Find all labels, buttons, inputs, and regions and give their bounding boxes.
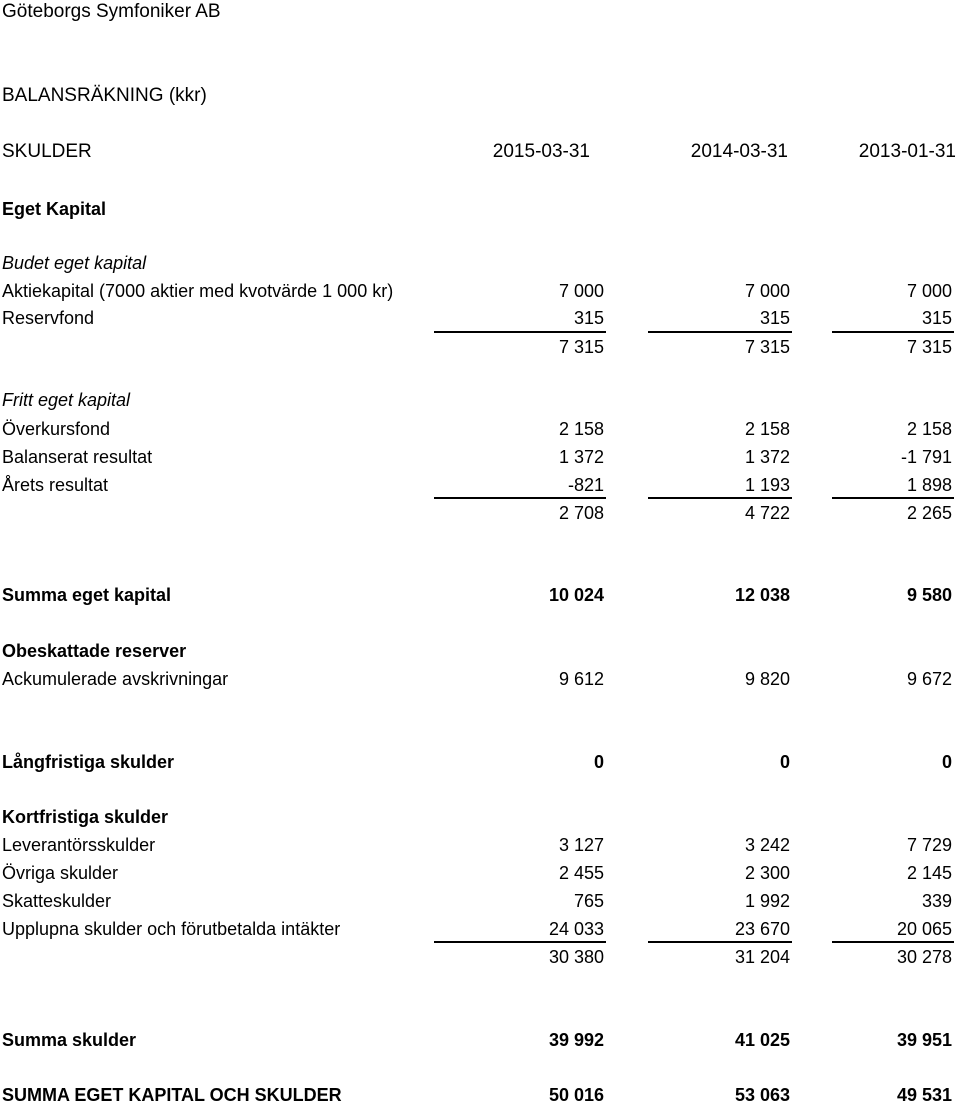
subtotal-row: 30 380 31 204 30 278 <box>548 947 952 967</box>
section-heading: SKULDER <box>2 141 92 162</box>
subheading-budet-eget-kapital: Budet eget kapital <box>2 253 147 273</box>
table-row: Överkursfond 2 158 2 158 2 158 <box>2 419 952 439</box>
table-row: Balanserat resultat 1 372 1 372 -1 791 <box>2 447 952 467</box>
subtotal-row: 2 708 4 722 2 265 <box>558 503 952 523</box>
table-row: Reservfond 315 315 315 <box>2 308 952 328</box>
subtotal-rule <box>648 497 792 499</box>
section-heading-eget-kapital: Eget Kapital <box>2 199 107 219</box>
company-name: Göteborgs Symfoniker AB <box>2 1 221 22</box>
column-header-2013: 2013-01-31 <box>858 141 956 162</box>
total-row-summa-skulder: Summa skulder 39 992 41 025 39 951 <box>2 1030 952 1050</box>
table-row: Skatteskulder 765 1 992 339 <box>2 891 952 911</box>
subtotal-row: 7 315 7 315 7 315 <box>558 337 952 357</box>
table-row: Övriga skulder 2 455 2 300 2 145 <box>2 863 952 883</box>
table-row: Upplupna skulder och förutbetalda intäkter 24 033 23 670 20 065 <box>2 919 952 939</box>
column-header-2014: 2014-03-31 <box>690 141 788 162</box>
section-heading-obeskattade-reserver: Obeskattade reserver <box>2 641 187 661</box>
document-title: BALANSRÄKNING (kkr) <box>2 85 207 106</box>
subtotal-rule <box>832 941 954 943</box>
subtotal-rule <box>648 941 792 943</box>
subheading-fritt-eget-kapital: Fritt eget kapital <box>2 390 131 410</box>
subtotal-rule <box>434 331 606 333</box>
total-row-summa-eget-kapital: Summa eget kapital 10 024 12 038 9 580 <box>2 585 952 605</box>
table-row: Ackumulerade avskrivningar 9 612 9 820 9 672 <box>2 669 952 689</box>
section-heading-kortfristiga-skulder: Kortfristiga skulder <box>2 807 169 827</box>
table-row: Årets resultat -821 1 193 1 898 <box>2 475 952 495</box>
table-row: Leverantörsskulder 3 127 3 242 7 729 <box>2 835 952 855</box>
total-row-langfristiga-skulder: Långfristiga skulder 0 0 0 <box>2 752 952 772</box>
subtotal-rule <box>832 331 954 333</box>
table-row: Aktiekapital (7000 aktier med kvotvärde 1 000 kr) 7 000 7 000 7 000 <box>2 281 952 301</box>
subtotal-rule <box>434 497 606 499</box>
grand-total-row: SUMMA EGET KAPITAL OCH SKULDER 50 016 53 063 49 531 <box>2 1085 952 1105</box>
subtotal-rule <box>434 941 606 943</box>
subtotal-rule <box>648 331 792 333</box>
column-header-row <box>0 139 960 165</box>
subtotal-rule <box>832 497 954 499</box>
column-header-2015: 2015-03-31 <box>492 141 590 162</box>
